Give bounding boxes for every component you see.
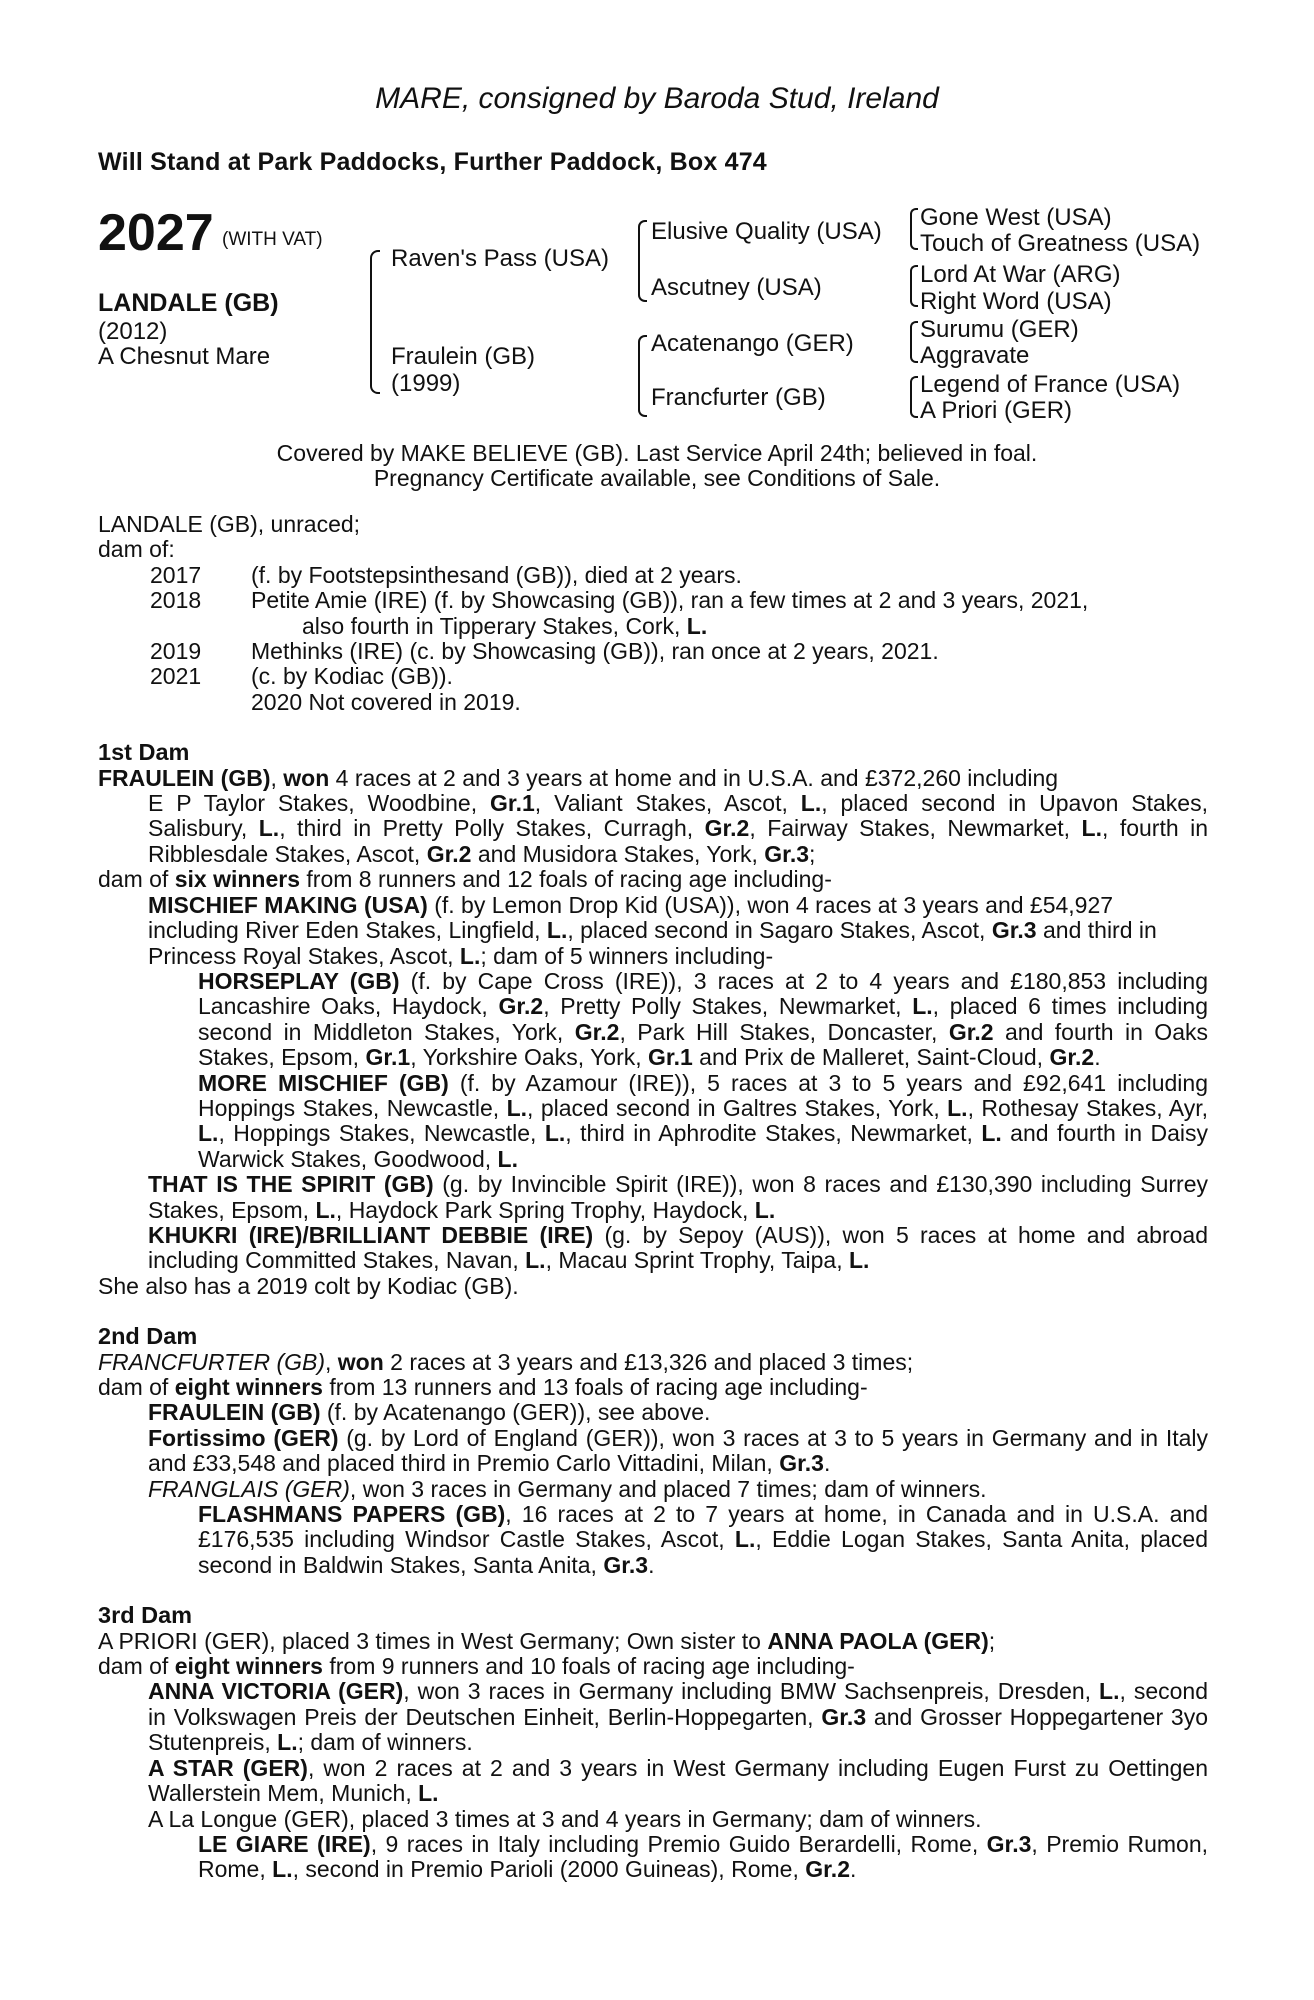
bold-text-run: LE GIARE (IRE)	[198, 1830, 371, 1857]
produce-entry	[98, 1071, 1208, 1173]
bold-text-run: KHUKRI (IRE)/BRILLIANT DEBBIE (IRE)	[148, 1221, 594, 1248]
text-run: , Rothesay Stakes, Ayr,	[967, 1094, 1208, 1121]
produce-text: 2020 Not covered in 2019.	[251, 688, 521, 715]
text-run: , 9 races in Italy including Premio Guido Berardelli, Rome,	[370, 1830, 987, 1857]
text-run: ,	[270, 764, 284, 791]
text-run: dam of	[98, 866, 175, 893]
ancestor-lord-at-war: Lord At War (ARG)	[920, 261, 1121, 288]
bold-text-run: eight winners	[174, 1374, 323, 1400]
produce-entry	[98, 1832, 1208, 1883]
catalogue-body	[98, 512, 1208, 1883]
text-run: .	[850, 1856, 857, 1883]
text-run: (g. by Lord of England (GER)), won 3 races at 3 to 5 years in Germany and in Italy and £33,548 and placed third in Premio Carlo Vittadini, Milan,	[148, 1424, 1209, 1477]
text-run: , Eddie Logan Stakes, Santa Anita, placed second in Baldwin Stakes, Santa Anita,	[198, 1526, 1208, 1578]
produce-entry	[98, 969, 1208, 1071]
bold-text-run: Gr.2	[498, 993, 544, 1020]
produce-row	[98, 664, 1208, 689]
text-run: .	[823, 1450, 831, 1477]
first-dam-summary	[98, 766, 1208, 791]
text-run: ;	[988, 1627, 996, 1654]
text-run: , placed second in Sagaro Stakes, Ascot,	[567, 917, 992, 944]
bold-text-run: won	[337, 1348, 384, 1375]
text-run: (f. by Azamour (IRE)), 5 races at 3 to 5 years and £92,641 including Hoppings Stakes, Newcastle,	[198, 1069, 1208, 1121]
text-run: , won 3 races in Germany and placed 7 times; dam of winners.	[349, 1475, 987, 1502]
first-dam-produce-summary	[98, 867, 1208, 892]
text-run: from 13 runners and 13 foals of racing age including-	[322, 1374, 868, 1400]
produce-row	[98, 563, 1208, 588]
bold-text-run: L.	[734, 1526, 756, 1553]
produce-text: Petite Amie (IRE) (f. by Showcasing (GB)), ran a few times at 2 and 3 years, 2021,	[251, 587, 1089, 614]
ancestor-a-priori: A Priori (GER)	[920, 397, 1073, 424]
bold-text-run: Gr.1	[490, 790, 535, 817]
text-run: .	[648, 1551, 655, 1578]
pedigree-bracket	[638, 220, 647, 302]
produce-entry	[98, 1223, 1208, 1274]
text-run: , won 3 races in Germany including BMW Sachsenpreis, Dresden,	[403, 1678, 1100, 1705]
bold-text-run: L.	[546, 917, 568, 944]
produce-entry	[98, 1502, 1208, 1578]
first-dam-heading: 1st Dam	[98, 739, 190, 766]
pregnancy-note: Pregnancy Certificate available, see Conditions of Sale.	[373, 465, 941, 491]
produce-entry: A La Longue (GER), placed 3 times at 3 and 4 years in Germany; dam of winners.	[148, 1805, 982, 1832]
ancestor-touch-of-greatness: Touch of Greatness (USA)	[920, 230, 1201, 257]
sire-sire: Elusive Quality (USA)	[651, 218, 882, 245]
text-run: E P Taylor Stakes, Woodbine,	[148, 790, 490, 817]
text-run: , placed 6 times including second in Middleton Stakes, York,	[198, 993, 1208, 1045]
text-run: and fourth in Daisy Warwick Stakes, Goodwood,	[198, 1120, 1208, 1172]
text-run: , won 2 races at 2 and 3 years in West Germany including Eugen Furst zu Oettingen Wallerstein Mem, Munich,	[148, 1754, 1208, 1807]
produce-entry	[98, 1679, 1208, 1755]
sire-dam: Ascutney (USA)	[651, 274, 822, 301]
text-run: , Haydock Park Spring Trophy, Haydock,	[335, 1196, 755, 1223]
bold-text-run: FLASHMANS PAPERS (GB)	[198, 1501, 506, 1528]
produce-entry	[98, 1172, 1208, 1223]
bold-text-run: L.	[418, 1780, 439, 1807]
text-run: and Grosser Hoppegartener 3yo Stutenpreis,	[148, 1703, 1208, 1756]
produce-text: also fourth in Tipperary Stakes, Cork,	[302, 612, 687, 639]
text-run: from 8 runners and 12 foals of racing age including-	[300, 866, 832, 893]
produce-row	[98, 588, 1208, 613]
bold-text-run: L.	[981, 1120, 1002, 1147]
ancestor-aggravate: Aggravate	[920, 342, 1030, 369]
third-dam-heading: 3rd Dam	[98, 1602, 193, 1629]
bold-text-run: L.	[754, 1196, 776, 1223]
bold-text-run: Gr.3	[986, 1830, 1032, 1857]
bold-text-run: L.	[800, 790, 822, 817]
stand-location: Will Stand at Park Paddocks, Further Paddock, Box 474	[98, 148, 767, 176]
text-run: and third in Princess Royal Stakes, Ascot,	[148, 917, 1157, 969]
produce-year: 2018	[150, 587, 202, 614]
pedigree-bracket	[370, 250, 380, 394]
text-run: (f. by Acatenango (GER)), see above.	[320, 1399, 711, 1426]
third-dam-produce-summary	[98, 1654, 1208, 1679]
bold-text-run: Gr.3	[764, 840, 810, 867]
text-run: ;	[809, 840, 816, 867]
bold-text-run: Gr.2	[805, 1856, 850, 1883]
covered-note: Covered by MAKE BELIEVE (GB). Last Service April 24th; believed in foal.	[276, 440, 1038, 466]
bold-text-run: Gr.2	[426, 840, 472, 867]
bold-text-run: Gr.2	[574, 1018, 620, 1045]
produce-row	[98, 614, 1208, 639]
text-run: , Pretty Polly Stakes, Newmarket,	[543, 993, 913, 1020]
second-dam-heading: 2nd Dam	[98, 1323, 198, 1350]
bold-text-run: L.	[947, 1094, 968, 1121]
bold-text-run: FRAULEIN (GB)	[98, 764, 271, 791]
bold-text-run: won	[283, 764, 330, 791]
text-run: (g. by Sepoy (AUS)), won 5 races at home and abroad including Committed Stakes, Navan,	[148, 1221, 1208, 1274]
produce-row	[98, 639, 1208, 664]
text-run: , second in Volkswagen Preis der Deutschen Einheit, Berlin-Hoppegarten,	[148, 1678, 1208, 1730]
bold-text-run: Gr.1	[648, 1044, 693, 1071]
bold-text-run: eight winners	[174, 1653, 323, 1680]
produce-intro: LANDALE (GB), unraced;	[98, 511, 361, 537]
dam-dam: Francfurter (GB)	[651, 384, 826, 411]
produce-entry	[98, 1756, 1208, 1807]
pedigree-bracket	[910, 376, 918, 418]
text-run: from 9 runners and 10 foals of racing age including-	[322, 1653, 855, 1680]
horse-year: (2012)	[98, 318, 168, 345]
text-run: , Macau Sprint Trophy, Taipa,	[545, 1247, 849, 1274]
text-run: A PRIORI (GER), placed 3 times in West Germany; Own sister to	[98, 1627, 768, 1654]
text-run: ; dam of winners.	[297, 1729, 473, 1756]
text-run: , Yorkshire Oaks, York,	[410, 1044, 649, 1071]
produce-entry	[98, 1400, 1208, 1425]
produce-entry	[98, 893, 1208, 969]
bold-text-run: L.	[544, 1120, 566, 1147]
produce-year: 2017	[150, 561, 202, 588]
text-run: 2 races at 3 years and £13,326 and placed 3 times;	[383, 1348, 914, 1375]
text-run: ,	[325, 1348, 338, 1375]
text-run: and fourth in Oaks Stakes, Epsom,	[198, 1018, 1208, 1071]
bold-text-run: L.	[1099, 1678, 1120, 1705]
horse-description: A Chesnut Mare	[98, 343, 271, 370]
text-run: , Premio Rumon, Rome,	[198, 1830, 1209, 1883]
bold-text-run: Gr.2	[1049, 1044, 1095, 1071]
dam: Fraulein (GB)	[391, 343, 536, 370]
bold-text-run: ANNA PAOLA (GER)	[767, 1627, 989, 1654]
produce-intro-dam-of: dam of:	[98, 536, 175, 563]
text-run: .	[1094, 1044, 1101, 1071]
bold-text-run: Fortissimo (GER)	[148, 1424, 339, 1451]
sire: Raven's Pass (USA)	[391, 245, 609, 272]
text-run: , fourth in Ribblesdale Stakes, Ascot,	[148, 815, 1208, 867]
bold-text-run: L.	[258, 815, 280, 842]
bold-text-run: THAT IS THE SPIRIT (GB)	[148, 1171, 434, 1198]
produce-text: (f. by Footstepsinthesand (GB)), died at 2 years.	[251, 561, 742, 588]
bold-text-run: Gr.3	[603, 1551, 649, 1578]
bold-text-run: A STAR (GER)	[148, 1754, 308, 1781]
ancestor-legend-of-france: Legend of France (USA)	[920, 371, 1181, 398]
bold-text-run: L.	[198, 1120, 219, 1147]
pedigree-bracket	[638, 335, 647, 417]
bold-text-run: FRAULEIN (GB)	[148, 1399, 321, 1426]
bold-text-run: L.	[459, 942, 481, 969]
bold-text-run: L.	[506, 1094, 528, 1121]
text-run: , placed second in Galtres Stakes, York,	[527, 1094, 948, 1121]
bold-text-run: L.	[849, 1247, 870, 1274]
lot-number: 2027	[98, 204, 214, 262]
dam-sire: Acatenango (GER)	[651, 330, 854, 357]
horse-name: LANDALE (GB)	[98, 289, 279, 317]
text-run: , Fairway Stakes, Newmarket,	[749, 815, 1082, 842]
text-run: ; dam of 5 winners including-	[480, 942, 774, 969]
text-run: dam of	[98, 1374, 175, 1400]
bold-text-run: Gr.3	[779, 1450, 824, 1477]
produce-row	[98, 690, 1208, 715]
text-run: , placed second in Upavon Stakes, Salisbury,	[148, 790, 1208, 842]
vat-note: (WITH VAT)	[222, 229, 323, 250]
text-run: , 16 races at 2 to 7 years at home, in Canada and in U.S.A. and £176,535 including Windsor Castle Stakes, Ascot,	[198, 1501, 1208, 1553]
first-dam-races	[98, 791, 1208, 867]
bold-text-run: ANNA VICTORIA (GER)	[148, 1678, 404, 1705]
first-dam-note: She also has a 2019 colt by Kodiac (GB).	[98, 1272, 519, 1299]
produce-text: (c. by Kodiac (GB)).	[251, 663, 453, 690]
listed-marker: L.	[686, 612, 708, 639]
dam-year: (1999)	[391, 370, 461, 397]
second-dam-produce-summary	[98, 1375, 1208, 1400]
italic-text-run: FRANCFURTER (GB)	[98, 1348, 326, 1375]
third-dam-summary	[98, 1629, 1208, 1654]
pedigree-bracket	[910, 265, 918, 307]
italic-text-run: FRANGLAIS (GER)	[148, 1475, 350, 1502]
text-run: (g. by Invincible Spirit (IRE)), won 8 races and £130,390 including Surrey Stakes, Epsom,	[148, 1171, 1209, 1223]
text-run: , Valiant Stakes, Ascot,	[534, 790, 801, 817]
bold-text-run: L.	[912, 993, 933, 1020]
second-dam-summary	[98, 1350, 1208, 1375]
text-run: , third in Aphrodite Stakes, Newmarket,	[565, 1120, 982, 1147]
text-run: , Park Hill Stakes, Doncaster,	[619, 1018, 949, 1045]
text-run: (f. by Cape Cross (IRE)), 3 races at 2 to 4 years and £180,853 including Lancashire Oaks, Haydock,	[198, 967, 1208, 1020]
text-run: , second in Premio Parioli (2000 Guineas), Rome,	[292, 1856, 806, 1883]
pedigree-bracket	[910, 321, 918, 363]
bold-text-run: Gr.2	[704, 815, 750, 842]
ancestor-surumu: Surumu (GER)	[920, 316, 1079, 343]
text-run: and Prix de Malleret, Saint-Cloud,	[692, 1044, 1050, 1071]
text-run: , Hoppings Stakes, Newcastle,	[218, 1120, 545, 1147]
bold-text-run: L.	[277, 1729, 298, 1756]
ancestor-gone-west: Gone West (USA)	[920, 204, 1112, 231]
bold-text-run: L.	[497, 1145, 518, 1172]
consignment-title: MARE, consigned by Baroda Stud, Ireland	[375, 82, 939, 115]
bold-text-run: L.	[1081, 815, 1102, 842]
bold-text-run: Gr.3	[991, 917, 1037, 944]
bold-text-run: L.	[315, 1196, 336, 1223]
text-run: and Musidora Stakes, York,	[471, 840, 765, 867]
produce-year: 2021	[150, 663, 202, 690]
produce-entry	[98, 1477, 1208, 1502]
text-run: (f. by Lemon Drop Kid (USA)), won 4 races at 3 years and £54,927 including River Eden Stakes, Lingfield,	[148, 891, 1114, 944]
bold-text-run: MORE MISCHIEF (GB)	[198, 1069, 449, 1096]
produce-entry	[98, 1426, 1208, 1477]
bold-text-run: MISCHIEF MAKING (USA)	[148, 891, 428, 918]
bold-text-run: L.	[525, 1247, 546, 1274]
bold-text-run: HORSEPLAY (GB)	[198, 967, 400, 994]
bold-text-run: six winners	[174, 866, 300, 893]
bold-text-run: Gr.3	[821, 1703, 867, 1730]
text-run: , third in Pretty Polly Stakes, Curragh,	[279, 815, 705, 842]
produce-year: 2019	[150, 638, 202, 665]
bold-text-run: Gr.1	[365, 1044, 411, 1071]
text-run: dam of	[98, 1653, 175, 1680]
ancestor-right-word: Right Word (USA)	[920, 288, 1112, 315]
produce-text: Methinks (IRE) (c. by Showcasing (GB)), ran once at 2 years, 2021.	[251, 638, 939, 665]
pedigree-bracket	[910, 208, 918, 250]
bold-text-run: Gr.2	[948, 1018, 994, 1045]
text-run: 4 races at 2 and 3 years at home and in U.S.A. and £372,260 including	[329, 764, 1059, 791]
bold-text-run: L.	[272, 1856, 293, 1883]
